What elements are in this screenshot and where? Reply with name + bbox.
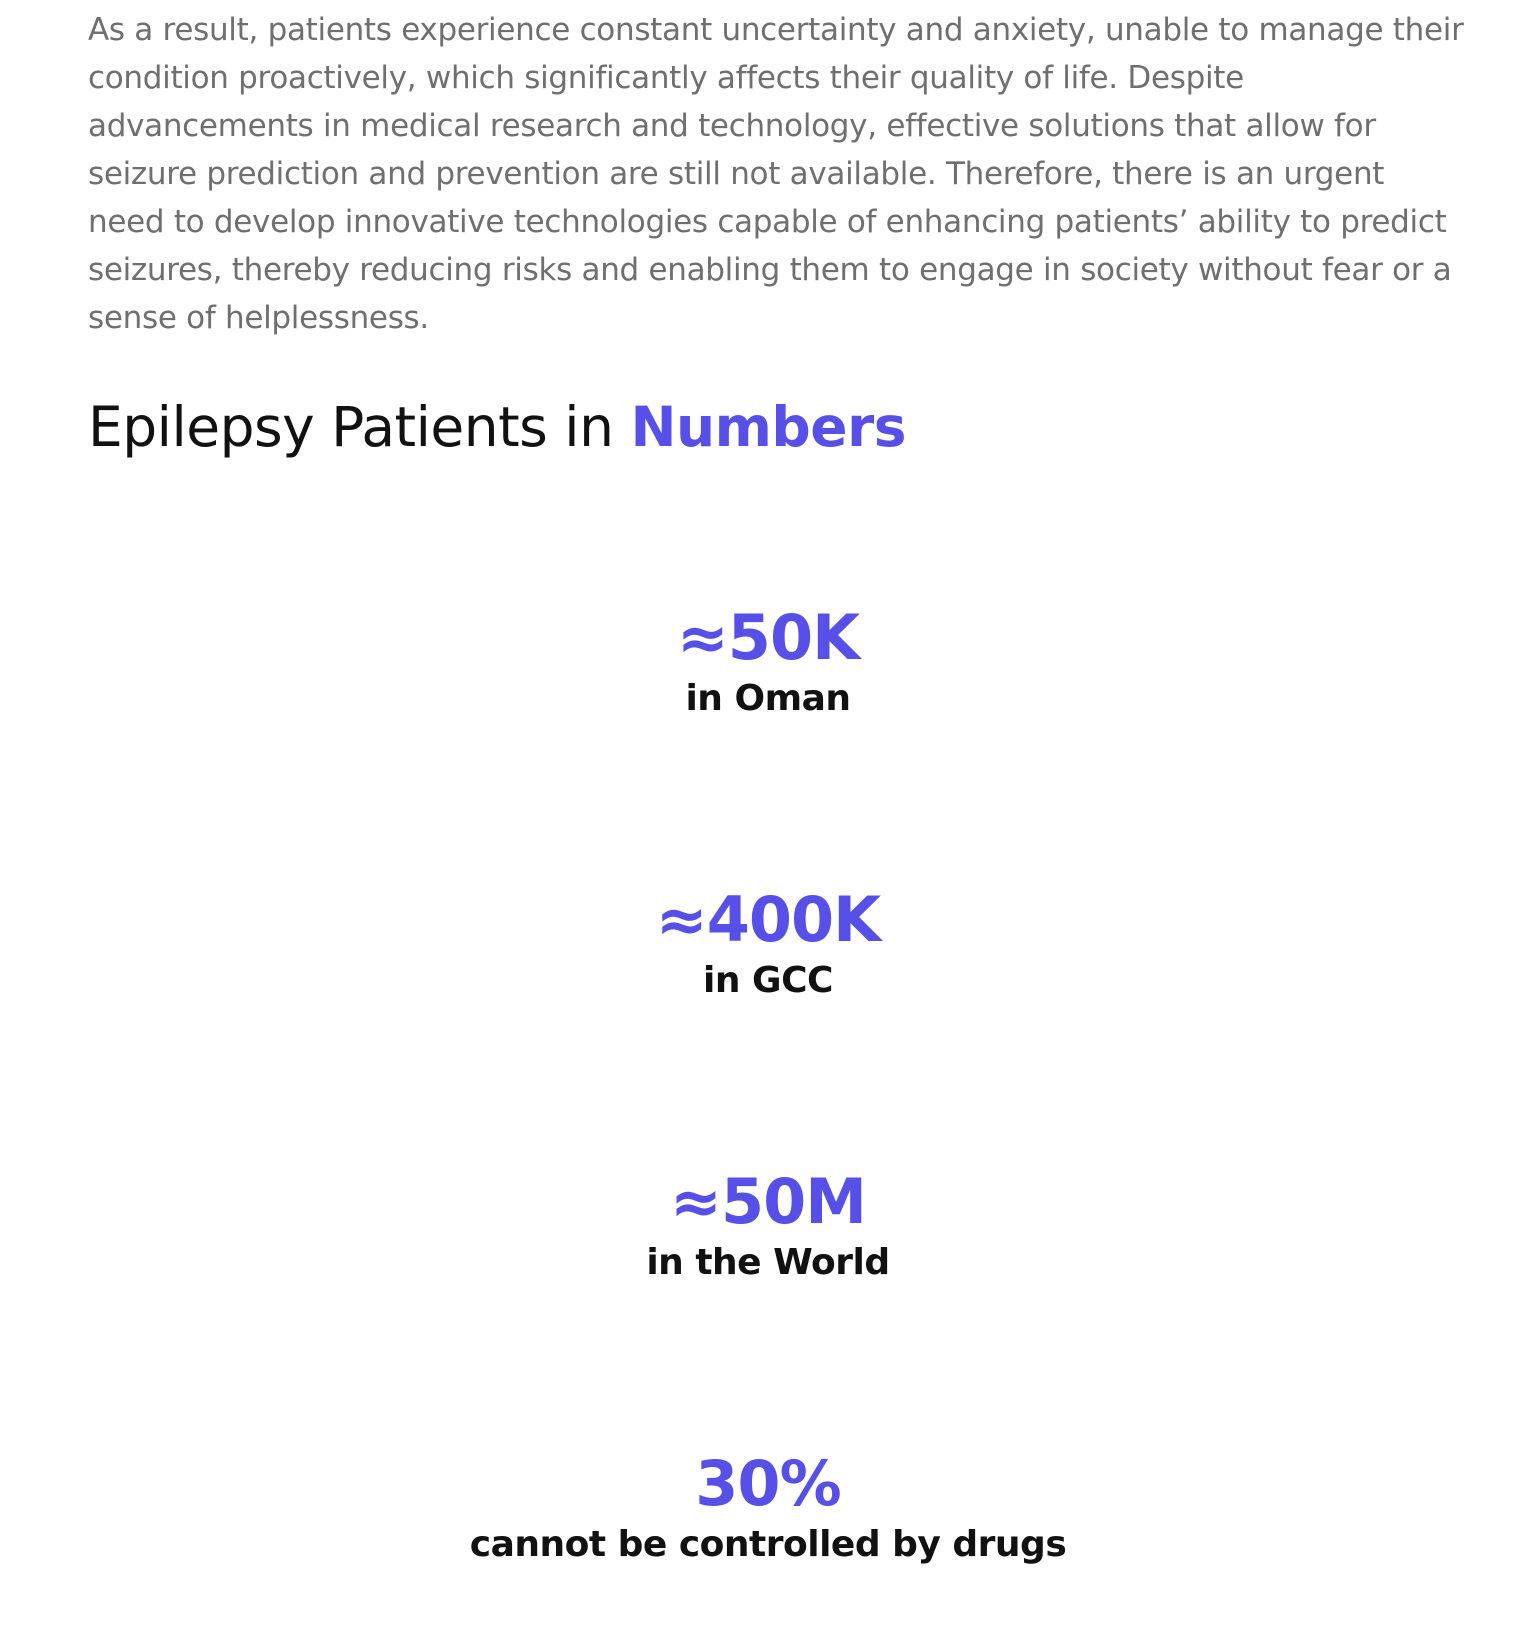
stat-world (0, 1164, 1536, 1286)
stat-value: ≈50M (670, 1165, 866, 1238)
stat-label: in GCC (703, 960, 833, 1001)
intro-paragraph: As a result, patients experience constant uncertainty and anxiety, unable to manage their condition proactively, which significantly affects their quality of life. Despite advancements in medical research and technology, effective solutions that allow for seizure prediction and prevention are still not available. Therefore, there is an urgent need to develop innovative technologies capable of enhancing patients’ ability to predict seizures, thereby reducing risks and enabling them to engage in society without fear or a sense of helplessness. (88, 12, 1464, 336)
stat-value: ≈400K (655, 883, 881, 956)
stat-oman (0, 600, 1536, 722)
stat-gcc (0, 882, 1536, 1004)
stat-label: cannot be controlled by drugs (469, 1524, 1067, 1565)
stat-value: ≈50K (676, 601, 860, 674)
stat-label: in Oman (685, 678, 851, 719)
section-title-prefix: Epilepsy Patients in (88, 395, 631, 459)
section-title (88, 392, 1468, 462)
main-content (88, 0, 1468, 462)
stat-value: 30% (695, 1447, 841, 1520)
section-title-accent: Numbers (630, 395, 906, 459)
stat-label: in the World (646, 1242, 890, 1283)
stat-drug-resistant (0, 1446, 1536, 1568)
